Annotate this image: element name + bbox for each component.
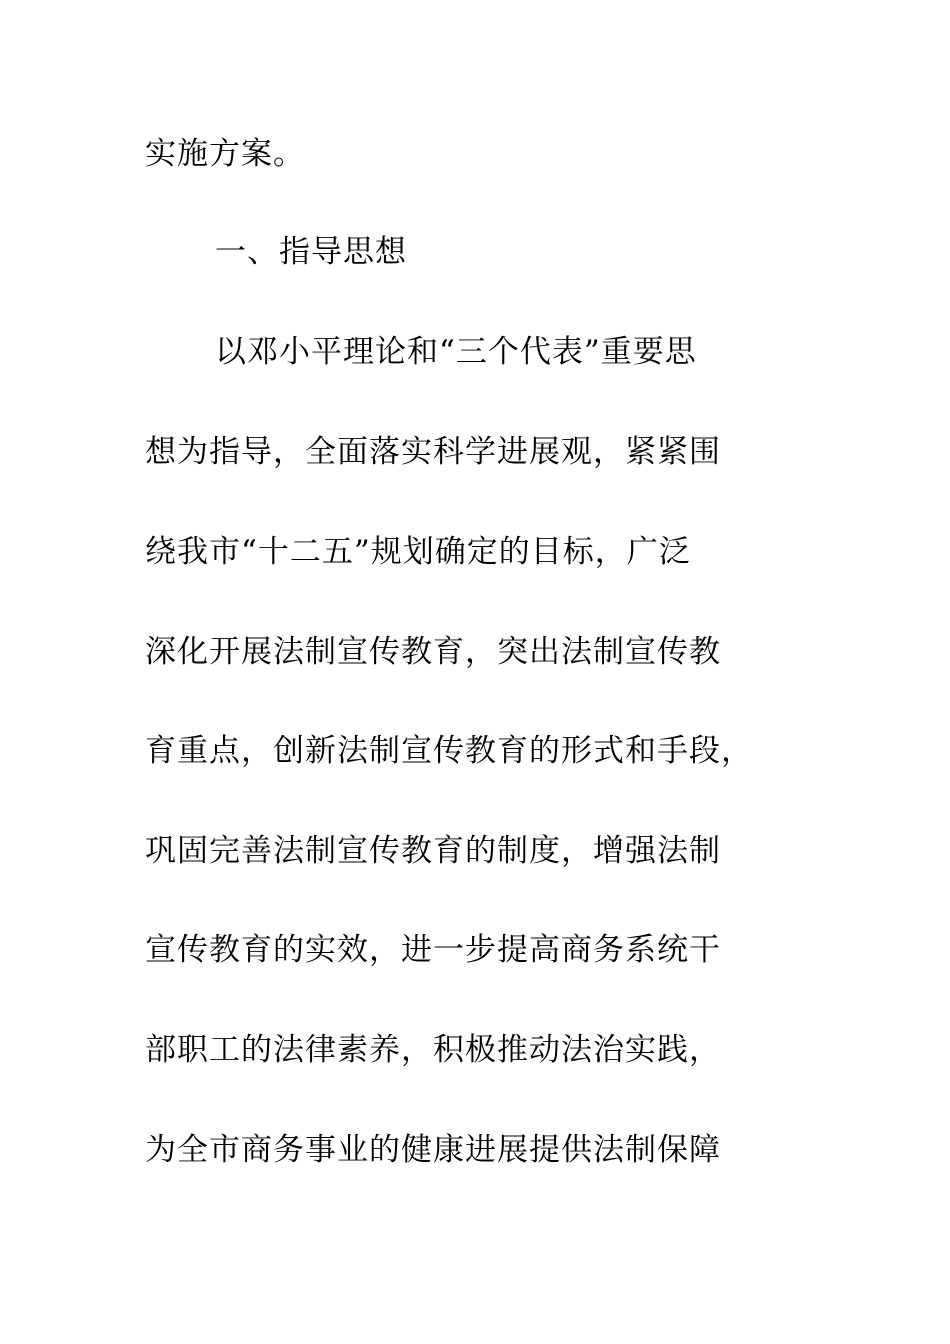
text-line-1: 实施方案。 — [145, 136, 305, 172]
text-line-4: 想为指导，全面落实科学进展观，紧紧围 — [145, 434, 721, 470]
text-line-11: 为全市商务事业的健康进展提供法制保障 — [145, 1132, 721, 1168]
text-line-8: 巩固完善法制宣传教育的制度，增强法制 — [145, 833, 721, 869]
text-line-5: 绕我市“十二五”规划确定的目标，广泛 — [145, 534, 691, 570]
text-line-7: 育重点，创新法制宣传教育的形式和手段， — [145, 733, 753, 769]
section-heading: 一、指导思想 — [215, 234, 407, 270]
text-line-6: 深化开展法制宣传教育，突出法制宣传教 — [145, 634, 721, 670]
text-line-9: 宣传教育的实效，进一步提高商务系统干 — [145, 932, 721, 968]
text-line-3: 以邓小平理论和“三个代表”重要思 — [215, 334, 697, 370]
text-line-10: 部职工的法律素养，积极推动法治实践， — [145, 1032, 721, 1068]
